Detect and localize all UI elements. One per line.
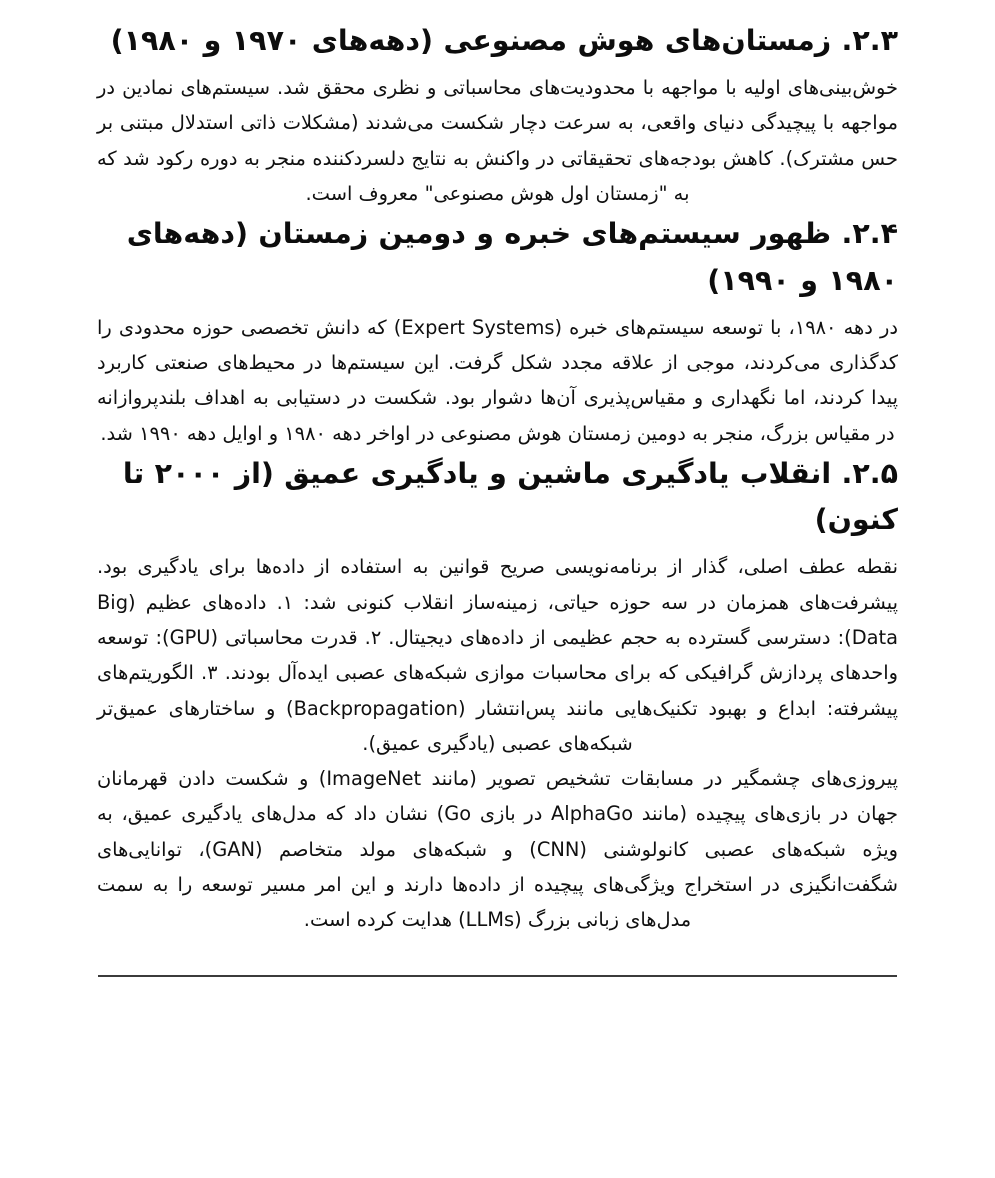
section-2-4-block bbox=[97, 211, 898, 303]
section-2-3-paragraph-1: خوش‌بینی‌های اولیه با مواجهه با محدودیت‌های محاسباتی و نظری محقق شد. سیستم‌های نمادین در مواجهه با پیچیدگی دنیای واقعی، به سرعت دچار شکست می‌شدند (مشکلات ذاتی استدلال مبتنی بر حس مشترک). کاهش بودجه‌های تحقیقاتی در واکنش به نتایج دلسردکننده منجر به دوره رکود شد که به "زمستان اول هوش مصنوعی" معروف است. bbox=[97, 76, 898, 206]
section-2-4-paragraph-1: در دهه ۱۹۸۰، با توسعه سیستم‌های خبره (Expert Systems) که دانش تخصصی حوزه محدودی را کدگذاری می‌کردند، موجی از علاقه مجدد شکل گرفت. این سیستم‌ها در محیط‌های صنعتی کاربرد پیدا کردند، اما نگهداری و مقیاس‌پذیری آن‌ها دشوار بود. شکست در دستیابی به اهداف بلندپروازانه در مقیاس بزرگ، منجر به دومین زمستان هوش مصنوعی در اواخر دهه ۱۹۸۰ و اوایل دهه ۱۹۹۰ شد. bbox=[97, 315, 898, 445]
section-heading-2-3: ۲.۳. زمستان‌های هوش مصنوعی (دهه‌های ۱۹۷۰ و ۱۹۸۰) bbox=[110, 24, 898, 57]
section-divider-rule bbox=[98, 975, 897, 977]
section-2-5-paragraph-2: پیروزی‌های چشمگیر در مسابقات تشخیص تصویر (مانند ImageNet) و شکست دادن قهرمانان جهان در بازی‌های پیچیده (مانند AlphaGo در بازی Go) نشان داد که مدل‌های یادگیری عمیق، به ویژه شبکه‌های عصبی کانولوشنی (CNN) و شبکه‌های مولد متخاصم (GAN)، توانایی‌های شگفت‌انگیزی در استخراج ویژگی‌های پیچیده از داده‌ها دارند و این امر مسیر توسعه را به سمت مدل‌های زبانی بزرگ (LLMs) هدایت کرده است. bbox=[97, 767, 898, 932]
section-2-5-paragraph-1: نقطه عطف اصلی، گذار از برنامه‌نویسی صریح قوانین به استفاده از داده‌ها برای یادگیری بود. پیشرفت‌های همزمان در سه حوزه حیاتی، زمینه‌ساز انقلاب کنونی شد: ۱. داده‌های عظیم (Big Data): دسترسی گسترده به حجم عظیمی از داده‌های دیجیتال. ۲. قدرت محاسباتی (GPU): توسعه واحدهای پردازش گرافیکی که برای محاسبات موازی شبکه‌های عصبی ایده‌آل بودند. ۳. الگوریتم‌های پیشرفته: ابداع و بهبود تکنیک‌هایی مانند پس‌انتشار (Backpropagation) و ساختارهای عمیق‌تر شبکه‌های عصبی (یادگیری عمیق). bbox=[97, 555, 898, 755]
section-2-5-block bbox=[97, 451, 898, 543]
section-heading-2-4: ۲.۴. ظهور سیستم‌های خبره و دومین زمستان (دهه‌های ۱۹۸۰ و ۱۹۹۰) bbox=[126, 217, 898, 297]
section-heading-2-5: ۲.۵. انقلاب یادگیری ماشین و یادگیری عمیق (از ۲۰۰۰ تا کنون) bbox=[122, 456, 898, 537]
section-2-3-block bbox=[97, 18, 898, 64]
